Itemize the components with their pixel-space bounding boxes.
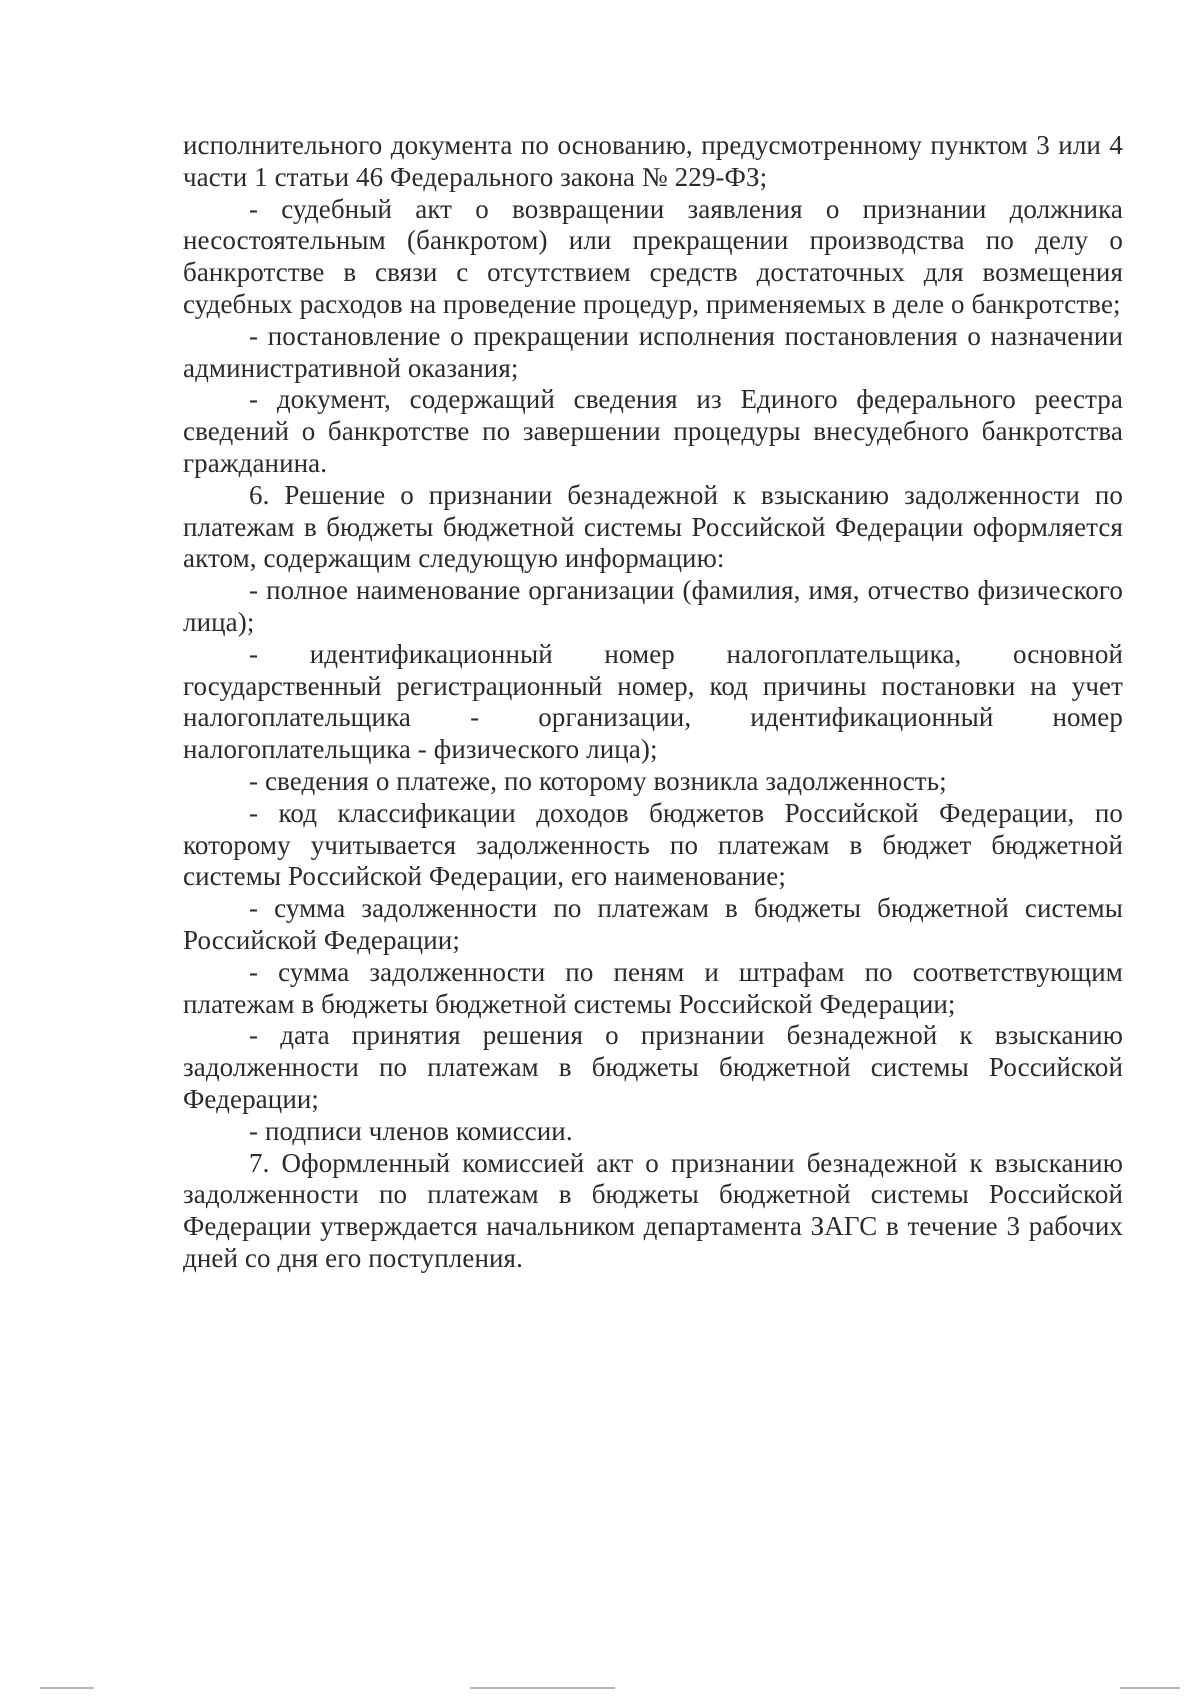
list-item-payment-info: - сведения о платеже, по которому возникла задолженность; bbox=[249, 765, 947, 796]
list-item-penalties-amount: - сумма задолженности по пеням и штрафам по соответствующим платежам в бюджеты бюджетной системы Российской Федерации; bbox=[183, 956, 1123, 1019]
paragraph-section-7: 7. Оформленный комиссией акт о признании безнадежной к взысканию задолженности по платежам в бюджеты бюджетной системы Российской Федерации утверждается начальником департамента ЗАГС в течение 3 рабочих дней со дня его поступления. bbox=[183, 1147, 1123, 1273]
paragraph-court-act: - судебный акт о возвращении заявления о признании должника несостоятельным (банкротом) или прекращении производства по делу о банкротстве в связи с отсутствием средств достаточных для возмещения судебных расходов на проведение процедур, применяемых в деле о банкротстве; bbox=[183, 193, 1123, 319]
paragraph-resolution-termination: - постановление о прекращении исполнения постановления о назначении административной оказания; bbox=[183, 320, 1123, 383]
list-item-organization-name: - полное наименование организации (фамилия, имя, отчество физического лица); bbox=[183, 575, 1123, 637]
scan-edge-mark-right bbox=[1120, 1687, 1180, 1689]
list-item-debt-amount: - сумма задолженности по платежам в бюджеты бюджетной системы Российской Федерации; bbox=[183, 893, 1123, 955]
list-item-classification-code: - код классификации доходов бюджетов Российской Федерации, по которому учитывается задолженность по платежам в бюджет бюджетной системы Российской Федерации, его наименование; bbox=[183, 797, 1123, 892]
document-body bbox=[183, 130, 1123, 1275]
scan-edge-mark-left bbox=[40, 1687, 94, 1689]
list-item-signatures: - подписи членов комиссии. bbox=[249, 1115, 573, 1146]
paragraph-bankruptcy-registry: - документ, содержащий сведения из Единого федерального реестра сведений о банкротстве по завершении процедуры внесудебного банкротства гражданина. bbox=[183, 384, 1123, 478]
paragraph-section-6: 6. Решение о признании безнадежной к взысканию задолженности по платежам в бюджеты бюджетной системы Российской Федерации оформляется актом, содержащим следующую информацию: bbox=[183, 479, 1123, 574]
list-item-decision-date: - дата принятия решения о признании безнадежной к взысканию задолженности по платежам в бюджеты бюджетной системы Российской Федерации; bbox=[183, 1020, 1123, 1114]
list-item-taxpayer-id: - идентификационный номер налогоплательщика, основной государственный регистрационный номер, код причины постановки на учет налогоплательщика - организации, идентификационный номер налогоплательщика - физического лица); bbox=[183, 638, 1123, 765]
scan-edge-mark-center bbox=[470, 1687, 615, 1689]
paragraph-continuation: исполнительного документа по основанию, предусмотренному пунктом 3 или 4 части 1 статьи 46 Федерального закона № 229-ФЗ; bbox=[183, 130, 1123, 192]
